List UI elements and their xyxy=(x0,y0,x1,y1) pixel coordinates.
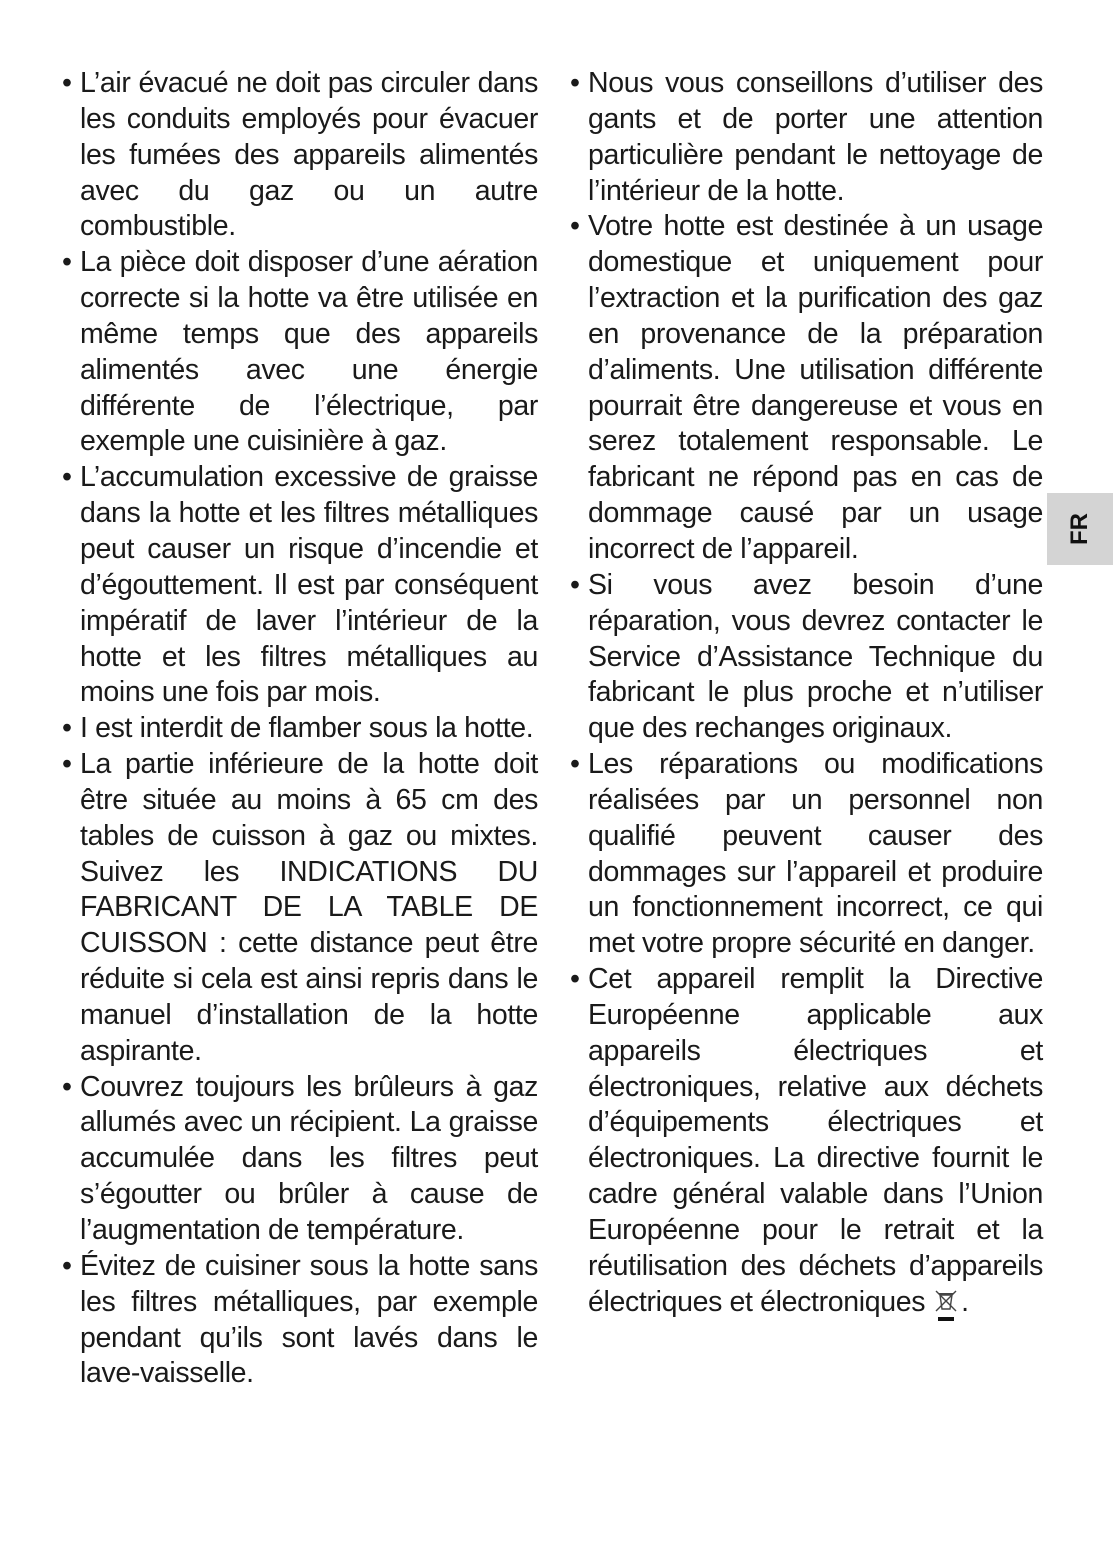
list-item-text: Si vous avez besoin d’une réparation, vous devrez contacter le Service d’Assistance Technique du fabricant le plus proche et n’utiliser que des rechanges originaux. xyxy=(588,568,1043,745)
list-item xyxy=(62,66,538,245)
bullet: • xyxy=(570,748,580,781)
list-item xyxy=(570,747,1043,962)
bullet: • xyxy=(570,210,580,243)
bullet: • xyxy=(570,568,580,601)
bullet: • xyxy=(62,1249,72,1282)
weee-crossed-bin-icon xyxy=(933,1289,959,1325)
list-item-weee-directive xyxy=(570,962,1043,1325)
list-item xyxy=(62,1249,538,1392)
weee-text-end: . xyxy=(961,1285,969,1318)
list-item xyxy=(62,1070,538,1249)
language-tab-label: FR xyxy=(1066,513,1093,545)
weee-text: Cet appareil remplit la Directive Européenne applicable aux appareils électriques et électroniques, relative aux déchets d’équipements électriques et électroniques. La directive fournit le cadre général valable dans l’Union Européenne pour le retrait et la réutilisation des déchets d’appareils électriques et électroniques xyxy=(588,963,1043,1318)
list-item-text: Couvrez toujours les brûleurs à gaz allumés avec un récipient. La graisse accumulée dans les filtres peut s’égoutter ou brûler à cause de l’augmentation de température. xyxy=(80,1070,538,1246)
bullet: • xyxy=(62,1070,72,1103)
bullet: • xyxy=(62,67,72,99)
list-item-text: La pièce doit disposer d’une aération correcte si la hotte va être utilisée en même temps que des appareils alimentés avec une énergie différente de l’électrique, par exemple une cuisinière à gaz. xyxy=(80,246,538,458)
list-item xyxy=(570,66,1043,209)
list-item-text: L’accumulation excessive de graisse dans la hotte et les filtres métalliques peut causer un risque d’incendie et d’égouttement. Il est par conséquent impératif de laver l’intérieur de la hotte et les filtres métalliques au moins une fois par mois. xyxy=(80,461,538,709)
list-item xyxy=(62,245,538,460)
bullet: • xyxy=(62,712,72,745)
list-item-text: Évitez de cuisiner sous la hotte sans les filtres métalliques, par exemple pendant qu’ils sont lavés dans le lave-vaisselle. xyxy=(80,1249,538,1390)
right-column xyxy=(570,66,1043,1325)
list-item-text: La partie inférieure de la hotte doit être située au moins à 65 cm des tables de cuisson à gaz ou mixtes. Suivez les INDICATIONS DU FABRICANT DE LA TABLE DE CUISSON : cette distance peut être réduite si cela est ainsi repris dans le manuel d’installation de la hotte aspirante. xyxy=(80,748,538,1067)
left-column xyxy=(62,66,538,1392)
language-tab-fr xyxy=(1047,493,1113,565)
bullet: • xyxy=(570,963,580,996)
list-item xyxy=(62,747,538,1070)
list-item xyxy=(62,460,538,711)
bullet: • xyxy=(570,67,580,99)
list-item-text: L’air évacué ne doit pas circuler dans les conduits employés pour évacuer les fumées des appareils alimentés avec du gaz ou un autre combustible. xyxy=(80,67,538,243)
list-item xyxy=(62,711,538,747)
bullet: • xyxy=(62,246,72,279)
bullet: • xyxy=(62,748,72,781)
list-item-text: Votre hotte est destinée à un usage domestique et uniquement pour l’extraction et la purification des gaz en provenance de la préparation d’aliments. Une utilisation différente pourrait être dangereuse et vous en serez totalement responsable. Le fabricant ne répond pas en cas de dommage causé par un usage incorrect de l’appareil. xyxy=(588,210,1043,565)
list-item-text: I est interdit de flamber sous la hotte. xyxy=(80,712,534,745)
list-item-text: Nous vous conseillons d’utiliser des gants et de porter une attention particulière pendant le nettoyage de l’intérieur de la hotte. xyxy=(588,67,1043,207)
list-item xyxy=(570,568,1043,747)
bullet: • xyxy=(62,461,72,494)
list-item-text: Les réparations ou modifications réalisées par un personnel non qualifié peuvent causer des dommages sur l’appareil et produire un fonctionnement incorrect, ce qui met votre propre sécurité en danger. xyxy=(588,748,1043,960)
list-item xyxy=(570,209,1043,567)
